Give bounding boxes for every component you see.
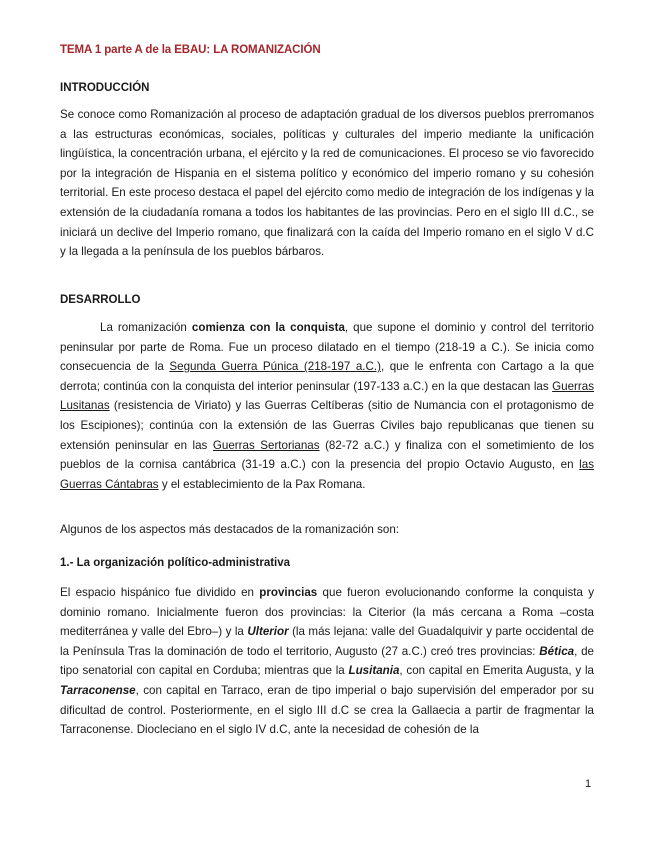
text-run: y el establecimiento de la Pax Romana.: [158, 477, 366, 491]
desarrollo-heading: DESARROLLO: [60, 294, 141, 306]
text-run: , con capital en Emerita Augusta, y la: [399, 664, 594, 678]
bold-italic-text: Tarraconense: [60, 683, 136, 697]
bold-text: comienza con la conquista: [191, 321, 345, 334]
text-run: , de tipo senatorial con capital en Corduba; mientras que la: [60, 644, 594, 678]
bold-italic-text: Lusitania: [348, 664, 400, 678]
bold-italic-text: Bética: [539, 644, 575, 658]
text-run: (82-72 a.C.) y finaliza con el sometimiento de los pueblos de la cornisa cantábrica (31-19 a.C.) con la presencia del propio Octavio Augusto, en: [60, 438, 595, 472]
document-title: TEMA 1 parte A de la EBAU: LA ROMANIZACIÓN: [60, 44, 321, 56]
page-number: 1: [585, 778, 592, 790]
aspects-intro: Algunos de los aspectos más destacados de la romanización son:: [60, 523, 399, 536]
section1-paragraph: [60, 583, 594, 740]
underlined-text: las Guerras Cántabras: [60, 458, 594, 491]
bold-text: provincias: [259, 586, 318, 599]
bold-italic-text: Ulterior: [247, 625, 289, 639]
text-run: , que le enfrenta con Cartago a la que derrota; continúa con la conquista del interior peninsular (197-133 a.C.) en la que destacan las: [60, 360, 595, 393]
text-run: que fueron evolucionando conforme la conquista y dominio romano. Inicialmente fueron dos provincias: la Citerior (la más cercana a Roma –costa mediterránea y valle del Ebro–) y la: [60, 586, 594, 639]
text-run: El espacio hispánico fue dividido en: [60, 586, 260, 599]
text-run: , con capital en Tarraco, eran de tipo imperial o bajo supervisión del emperador por su dificultad de control. Posteriormente, en el siglo III d.C se crea la Gallaecia a partir de fragmentar la Tarraconense. Diocleciano en el siglo IV d.C, ante la necesidad de cohesión de la: [60, 683, 594, 737]
underlined-text: Segunda Guerra Púnica (218-197 a.C.): [169, 360, 381, 374]
section1-heading: 1.- La organización político-administrativa: [60, 557, 291, 569]
intro-paragraph: Se conoce como Romanización al proceso de adaptación gradual de los diversos pueblos prerromanos a las estructuras económicas, sociales, políticas y culturales del imperio mediante la unificación lingüística, la concentración urbana, el ejército y la red de comunicaciones. El proceso se vio favorecido por la integración de Hispania en el sistema político y económico del imperio romano y su cohesión territorial. En este proceso destaca el papel del ejército como medio de integración de los indígenas y la extensión de la ciudadanía romana a todos los habitantes de las provincias. Pero en el siglo III d.C., se iniciará un declive del Imperio romano, que finalizará con la caída del Imperio romano en el siglo V d.C y la llegada a la península de los pueblos bárbaros.: [60, 108, 594, 259]
text-run: (resistencia de Viriato) y las Guerras Celtíberas (sitio de Numancia con el protagonismo de los Escipiones); continúa con la extensión de las Guerras Civiles bajo republicanas que tienen su extensión peninsular en las: [60, 399, 594, 452]
text-run: La romanización: [100, 321, 192, 334]
desarrollo-paragraph: [60, 318, 594, 494]
text-run: (la más lejana: valle del Guadalquivir y parte occidental de la Península Tras la dominación de todo el territorio, Augusto (27 a.C.) creó tres provincias:: [60, 625, 594, 658]
intro-heading: INTRODUCCIÓN: [60, 82, 150, 94]
underlined-text: Guerras Sertorianas: [212, 438, 320, 452]
text-run: , que supone el dominio y control del territorio peninsular por parte de Roma. Fue un proceso dilatado en el tiempo (218-19 a C.). Se inicia como consecuencia de la: [60, 321, 594, 374]
underlined-text: Guerras Lusitanas: [60, 379, 594, 413]
